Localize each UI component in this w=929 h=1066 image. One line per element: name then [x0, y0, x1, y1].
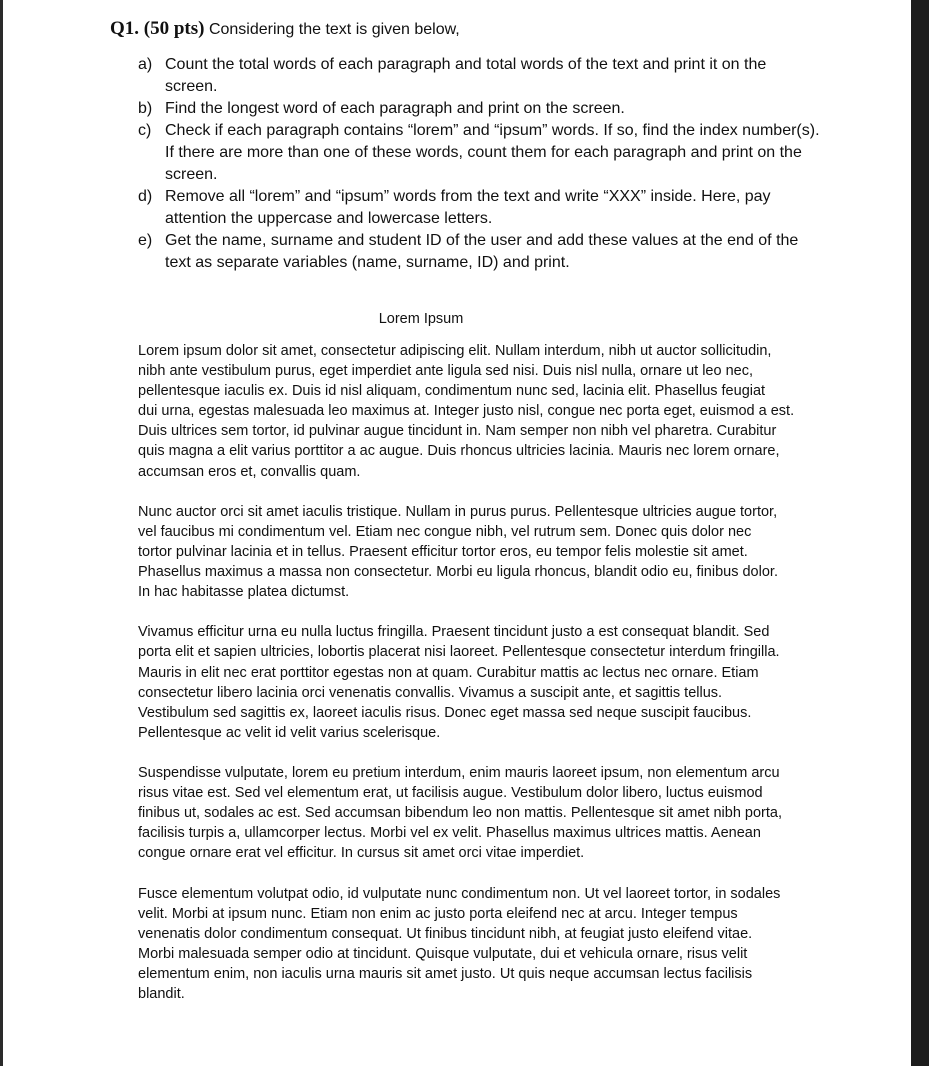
body-paragraph: [138, 341, 798, 482]
task-letter: c): [138, 122, 152, 139]
paragraph-line: velit. Morbi at ipsum nunc. Etiam non enim ac justo porta eleifend nec at arcu. Integer tempus: [138, 905, 738, 922]
question-heading: [110, 17, 890, 42]
paragraph-line: congue ornare erat vel efficitur. In cursus sit amet orci vitae imperdiet.: [138, 845, 585, 862]
paragraph-line: nibh ante vestibulum purus, eget imperdiet ante ligula sed nisi. Duis nisl nulla, ornare ut leo nec,: [138, 363, 753, 380]
task-text-line: Get the name, surname and student ID of the user and add these values at the end of the: [165, 232, 799, 249]
paragraph-line: In hac habitasse platea dictumst.: [138, 584, 350, 601]
paragraph-line: Phasellus maximus a massa non consectetur. Morbi eu ligula rhoncus, blandit odio eu, finibus dolor.: [138, 564, 778, 581]
paragraph-line: tortor pulvinar lacinia et in tellus. Praesent efficitur tortor eros, eu tempor felis molestie sit amet.: [138, 543, 748, 560]
body-paragraph: [138, 884, 798, 1005]
paragraph-line: porta elit et sapien ultricies, lobortis placerat nisi laoreet. Pellentesque consectetur interdum fringilla.: [138, 644, 780, 661]
paragraph-line: Suspendisse vulputate, lorem eu pretium interdum, enim mauris laoreet ipsum, non elementum arcu: [138, 764, 780, 781]
task-list: [138, 54, 820, 274]
task-text-line: Count the total words of each paragraph and total words of the text and print it on the: [165, 56, 767, 73]
left-page-edge: [0, 0, 3, 1066]
task-letter: b): [138, 100, 153, 117]
document-body: [138, 341, 798, 1024]
task-item: [138, 120, 820, 186]
task-text: [165, 186, 808, 230]
paragraph-line: Fusce elementum volutpat odio, id vulputate nunc condimentum non. Ut vel laoreet tortor, in sodales: [138, 885, 781, 902]
task-item: [138, 98, 808, 120]
paragraph-line: vel faucibus mi condimentum vel. Etiam nec congue nibh, vel rutrum sem. Donec quis dolor nec: [138, 523, 752, 540]
paragraph-line: Vivamus efficitur urna eu nulla luctus fringilla. Praesent tincidunt justo a est consequat blandit. Sed: [138, 624, 770, 641]
paragraph-line: dui urna, egestas malesuada leo maximus at. Integer justo nisl, congue nec porta eget, euismod a est.: [138, 403, 795, 420]
paragraph-line: quis magna a elit varius porttitor a ac augue. Duis rhoncus ultricies lacinia. Mauris nec lorem ornare,: [138, 443, 780, 460]
task-item: [138, 230, 808, 274]
body-paragraph: [138, 502, 798, 602]
question-intro: Considering the text is given below,: [208, 21, 460, 38]
paragraph-line: Mauris in elit nec erat porttitor egestas non at quam. Curabitur mattis ac lectus nec ornare. Etiam: [138, 664, 759, 681]
paragraph-line: Lorem ipsum dolor sit amet, consectetur adipiscing elit. Nullam interdum, nibh ut auctor sollicitudin,: [138, 343, 772, 359]
paragraph-line: Duis ultrices sem tortor, id pulvinar augue tincidunt in. Nam semper non nibh vel pharetra. Curabitur: [138, 423, 777, 440]
task-text: [165, 120, 820, 186]
task-letter: d): [138, 188, 153, 205]
body-paragraph: [138, 622, 798, 743]
task-text: [165, 230, 808, 274]
task-text: [165, 98, 808, 120]
paragraph-line: accumsan eros et, convallis quam.: [138, 463, 361, 480]
paragraph-line: blandit.: [138, 986, 185, 1002]
task-text-line: screen.: [165, 166, 218, 183]
task-text-line: attention the uppercase and lowercase letters.: [165, 210, 493, 227]
task-item: [138, 186, 808, 230]
paragraph-line: elementum enim, non iaculis urna mauris sit amet justo. Ut quis neque accumsan lectus facilisis: [138, 965, 753, 982]
paragraph-line: pellentesque iaculis ex. Duis id nisl aliquam, condimentum nunc sed, lacinia elit. Phasellus feugiat: [138, 383, 766, 400]
task-text-line: screen.: [165, 78, 218, 95]
paragraph-line: Vestibulum sed sagittis ex, laoreet iaculis risus. Donec eget massa sed neque suscipit faucibus.: [138, 704, 752, 721]
task-text-line: text as separate variables (name, surname, ID) and print.: [165, 254, 570, 271]
task-text: [165, 54, 808, 98]
paragraph-line: venenatis dolor condimentum consequat. Ut finibus tincidunt nibh, at feugiat justo eleifend vitae.: [138, 925, 753, 942]
task-letter: a): [138, 56, 153, 73]
task-text-line: Check if each paragraph contains “lorem” and “ipsum” words. If so, find the index number(s).: [165, 122, 820, 139]
body-paragraph: [138, 763, 798, 863]
paragraph-line: consectetur libero lacinia orci venenatis convallis. Vivamus a suscipit ante, et sagittis tellus.: [138, 684, 723, 701]
task-text-line: Remove all “lorem” and “ipsum” words from the text and write “XXX” inside. Here, pay: [165, 188, 771, 205]
task-letter: e): [138, 232, 153, 249]
paragraph-line: Pellentesque ac velit id velit varius scelerisque.: [138, 724, 441, 741]
paragraph-line: facilisis turpis a, ullamcorper lectus. Morbi vel ex velit. Phasellus maximus ultrices mattis. Aenean: [138, 825, 761, 842]
paragraph-line: finibus ut, sodales ac est. Sed accumsan bibendum leo non mattis. Pellentesque sit amet nibh porta,: [138, 805, 783, 822]
right-scroll-gutter: [911, 0, 929, 1066]
question-label: Q1. (50 pts): [110, 18, 205, 39]
paragraph-line: Morbi malesuada semper odio at tincidunt. Quisque vulputate, dui et vehicula ornare, risus velit: [138, 945, 748, 962]
task-text-line: If there are more than one of these words, count them for each paragraph and print on the: [165, 144, 802, 161]
paragraph-line: risus vitae est. Sed vel elementum erat, ut facilisis augue. Vestibulum dolor libero, luctus euismod: [138, 785, 763, 802]
task-text-line: Find the longest word of each paragraph and print on the screen.: [165, 100, 625, 117]
paragraph-line: Nunc auctor orci sit amet iaculis tristique. Nullam in purus purus. Pellentesque ultricies augue tortor,: [138, 503, 778, 520]
document-title: Lorem Ipsum: [378, 311, 464, 327]
task-item: [138, 54, 808, 98]
